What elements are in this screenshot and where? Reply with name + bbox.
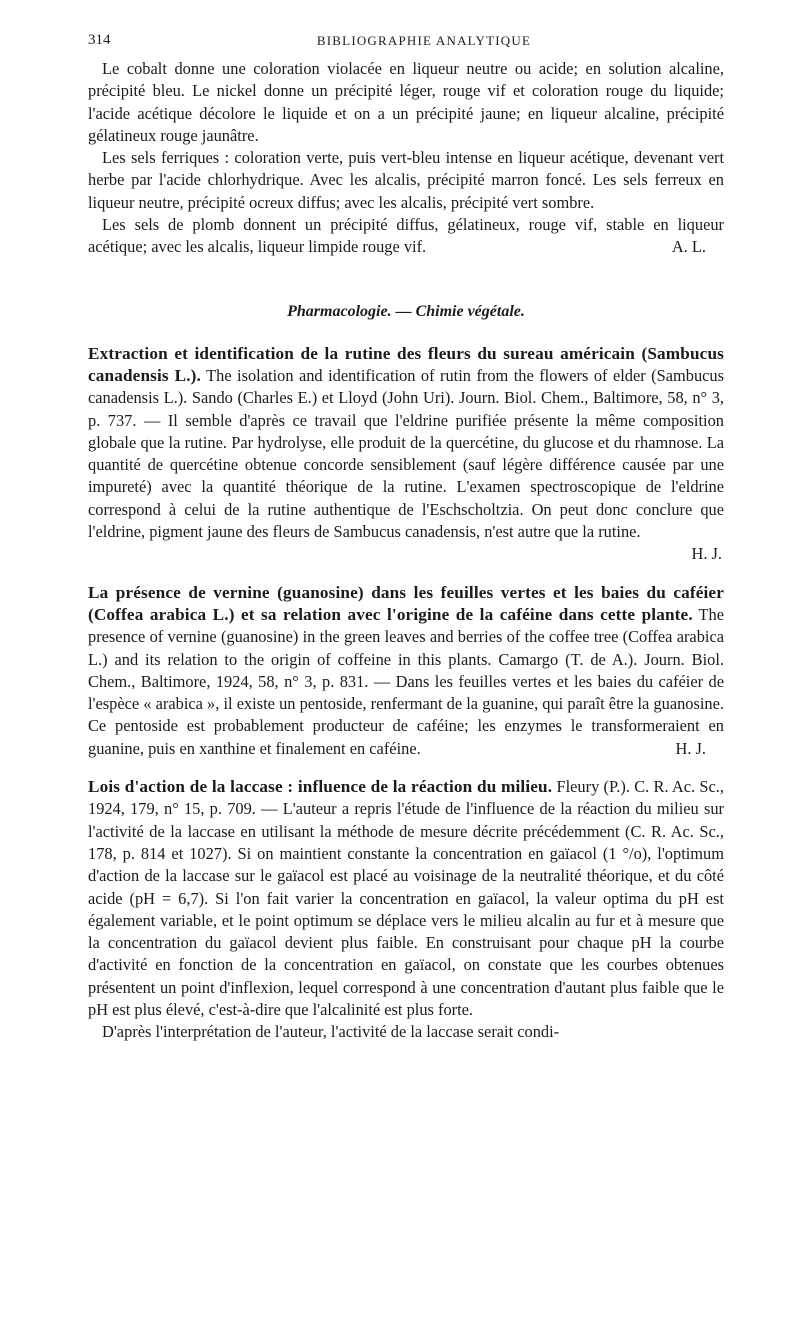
entry-title: Extraction et identification de la rutine des fleurs du sureau américain (Sambucus canadensis L.).	[88, 343, 724, 385]
paragraph-cobalt-nickel: Le cobalt donne une coloration violacée en liqueur neutre ou acide; en solution alcaline, précipité bleu. Le nickel donne un précipité léger, rouge vif et coloration rouge du liquide; l'acide acétique décolore le liquide et on a un précipité jaune; en liqueur alcaline, précipité gélatineux rouge jaunâtre.	[88, 59, 724, 145]
paragraph-lead-salts	[88, 214, 724, 259]
entry-vernine	[88, 582, 724, 760]
entry-continuation: D'après l'interprétation de l'auteur, l'activité de la laccase serait condi-	[102, 1022, 560, 1042]
paragraph-iron-salts: Les sels ferriques : coloration verte, puis vert-bleu intense en liqueur acétique, devenant vert herbe par l'acide chlorhydrique. Avec les alcalis, précipité marron foncé. Les sels ferreux en liqueur neutre, précipité ocreux diffus; avec les alcalis, précipité vert sombre.	[88, 148, 724, 212]
running-title: BIBLIOGRAPHIE ANALYTIQUE	[316, 33, 532, 48]
running-header	[88, 28, 724, 58]
entry-signature: H. J.	[691, 544, 722, 564]
entry-body: The presence of vernine (guanosine) in the green leaves and berries of the coffee tree (Coffea arabica L.) and its relation to the origin of coffeine in this plants. Camargo (T. de A.). Journ. Biol. Chem., Baltimore, 1924, 58, n° 3, p. 831. — Dans les feuilles vertes et les baies du caféier de l'espèce « arabica », il existe un pentoside, renfermant de la guanine, qui paraît être la guanosine. Ce pentoside est probablement producteur de caféine; les enzymes le transformeraient en guanine, puis en xanthine et finalement en caféine.	[88, 604, 724, 758]
author-signature: A. L.	[671, 237, 706, 257]
journal-page	[88, 28, 724, 1060]
paragraph-lead-text: Les sels de plomb donnent un précipité diffus, gélatineux, rouge vif, stable en liqueur acétique; avec les alcalis, liqueur limpide rouge vif.	[88, 215, 724, 257]
entry-signature: H. J.	[675, 738, 706, 758]
entry-title: La présence de vernine (guanosine) dans les feuilles vertes et les baies du caféier (Coffea arabica L.) et sa relation avec l'origine de la caféine dans cette plante.	[88, 582, 724, 624]
page-number: 314	[88, 32, 111, 48]
entry-paragraph	[88, 343, 724, 544]
intro-block	[88, 58, 724, 259]
entry-body: The isolation and identification of rutin from the flowers of elder (Sambucus canadensis L.). Sando (Charles E.) et Lloyd (John Uri). Journ. Biol. Chem., Baltimore, 58, n° 3, p. 737. — Il semble d'après ce travail que l'eldrine purifiée présente la même composition globale que la rutine. Par hydrolyse, elle produit de la quercétine, du glucose et du rhamnose. La quantité de quercétine obtenue concorde sensiblement (sauf légère différence causée par une impureté) avec la quantité théorique de la rutine. L'examen spectroscopique de l'eldrine correspond à celui de la rutine authentique de l'Eschscholtzia. On peut donc conclure que l'eldrine, pigment jaune des fleurs de Sambucus canadensis, n'est autre que la rutine.	[88, 365, 724, 542]
entry-body: Fleury (P.). C. R. Ac. Sc., 1924, 179, n° 15, p. 709. — L'auteur a repris l'étude de l'influence de la réaction du milieu sur l'activité de la laccase en utilisant la méthode de mesure décrite précédemment (C. R. Ac. Sc., 178, p. 814 et 1027). Si on maintient constante la concentration en gaïacol (1 °/o), l'optimum d'action de la laccase sur le gaïacol est placé au voisinage de la neutralité théorique, et du côté acide (pH = 6,7). Si l'on fait varier la concentration en gaïacol, la valeur optima du pH est également variable, et le point optimum se déplace vers le milieu alcalin au fur et à mesure que la concentration du gaïacol devient plus faible. En construisant pour chaque pH la courbe d'activité en fonction de la concentration en gaïacol, on constate que les courbes obtenues présentent un point d'inflexion, lequel correspond à une concentration d'autant plus faible que le pH est plus élevé, c'est-à-dire que l'alcalinité est plus forte.	[88, 777, 724, 1019]
section-pharmacologie	[88, 303, 724, 1044]
entry-paragraph	[88, 582, 724, 760]
section-title: Pharmacologie. — Chimie végétale.	[287, 302, 525, 320]
entry-rutine	[88, 343, 724, 566]
entry-laccase	[88, 776, 724, 1044]
entry-title: Lois d'action de la laccase : influence de la réaction du milieu.	[88, 777, 553, 797]
entry-paragraph	[88, 776, 724, 1021]
